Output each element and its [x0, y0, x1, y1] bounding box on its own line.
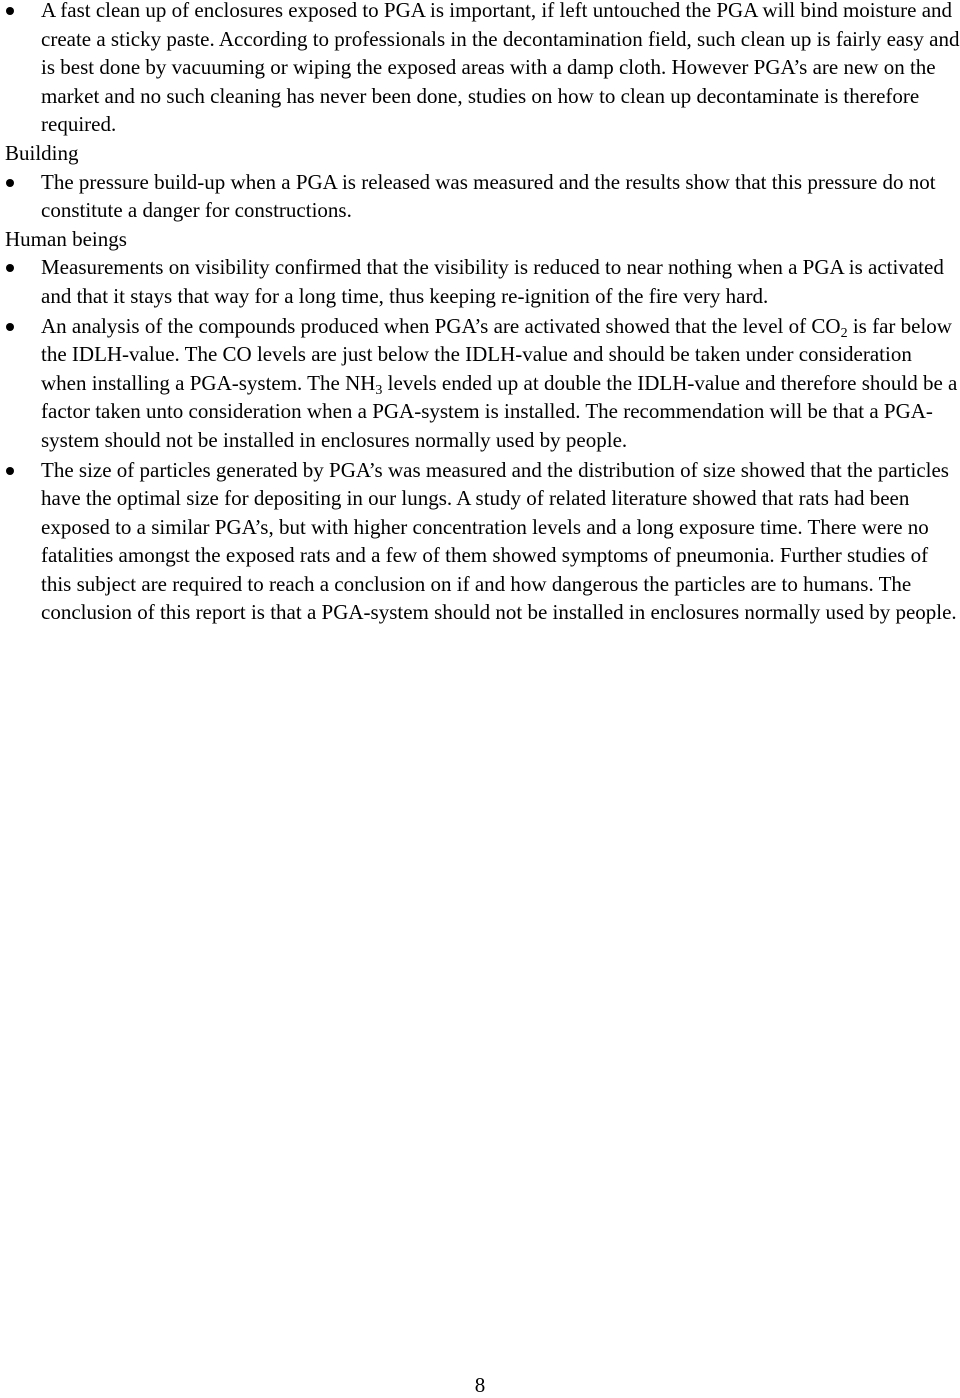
list-item-compounds [5, 312, 960, 455]
list-item-text: Measurements on visibility confirmed that the visibility is reduced to near nothing when a PGA is activated and that it stays that way for a long time, thus keeping re-ignition of the fire very hard. [41, 255, 944, 308]
list-item-cleanup [5, 0, 960, 139]
compounds-text-part1: An analysis of the compounds produced when PGA’s are activated showed that the level of CO [41, 313, 841, 338]
bullet-icon [6, 467, 14, 475]
list-item-particles [5, 456, 960, 628]
bullet-icon [6, 7, 14, 15]
section-heading-human-beings: Human beings [5, 226, 127, 251]
list-item-text [41, 314, 957, 452]
list-item-text: The size of particles generated by PGA’s was measured and the distribution of size showed that the particles have the optimal size for depositing in our lungs. A study of related literature showed that rats had been exposed to a similar PGA’s, but with higher concentration levels and a long exposure time. There were no fatalities amongst the exposed rats and a few of them showed symptoms of pneumonia. Further studies of this subject are required to reach a conclusion on if and how dangerous the particles are to humans. The conclusion of this report is that a PGA-system should not be installed in enclosures normally used by people. [41, 457, 957, 625]
subscript-co2: 2 [840, 325, 848, 341]
bullet-icon [6, 323, 14, 331]
bullet-icon [6, 264, 14, 272]
list-item-visibility [5, 253, 960, 310]
section-heading-building: Building [5, 140, 79, 165]
compounds-text-part2: is far below the IDLH-value. The CO levels are just below the IDLH-value and should be taken under consideration when installing a PGA-system. The NH [41, 313, 952, 395]
bullet-icon [6, 179, 14, 187]
list-item-text: The pressure build-up when a PGA is released was measured and the results show that this pressure do not constitute a danger for constructions. [41, 169, 936, 223]
subscript-nh3: 3 [375, 382, 383, 398]
list-item-text: A fast clean up of enclosures exposed to PGA is important, if left untouched the PGA will bind moisture and create a sticky paste. According to professionals in the decontamination field, such clean up is fairly easy and is best done by vacuuming or wiping the exposed areas with a damp cloth. However PGA’s are new on the market and no such cleaning has never been done, studies on how to clean up decontaminate is therefore required. [41, 0, 960, 137]
compounds-text-part3: levels ended up at double the IDLH-value and therefore should be a factor taken unto consideration when a PGA-system is installed. The recommendation will be that a PGA-system should not be installed in enclosures normally used by people. [41, 370, 958, 452]
document-body [5, 0, 960, 627]
page-number: 8 [474, 1373, 486, 1397]
list-item-pressure [5, 168, 960, 225]
